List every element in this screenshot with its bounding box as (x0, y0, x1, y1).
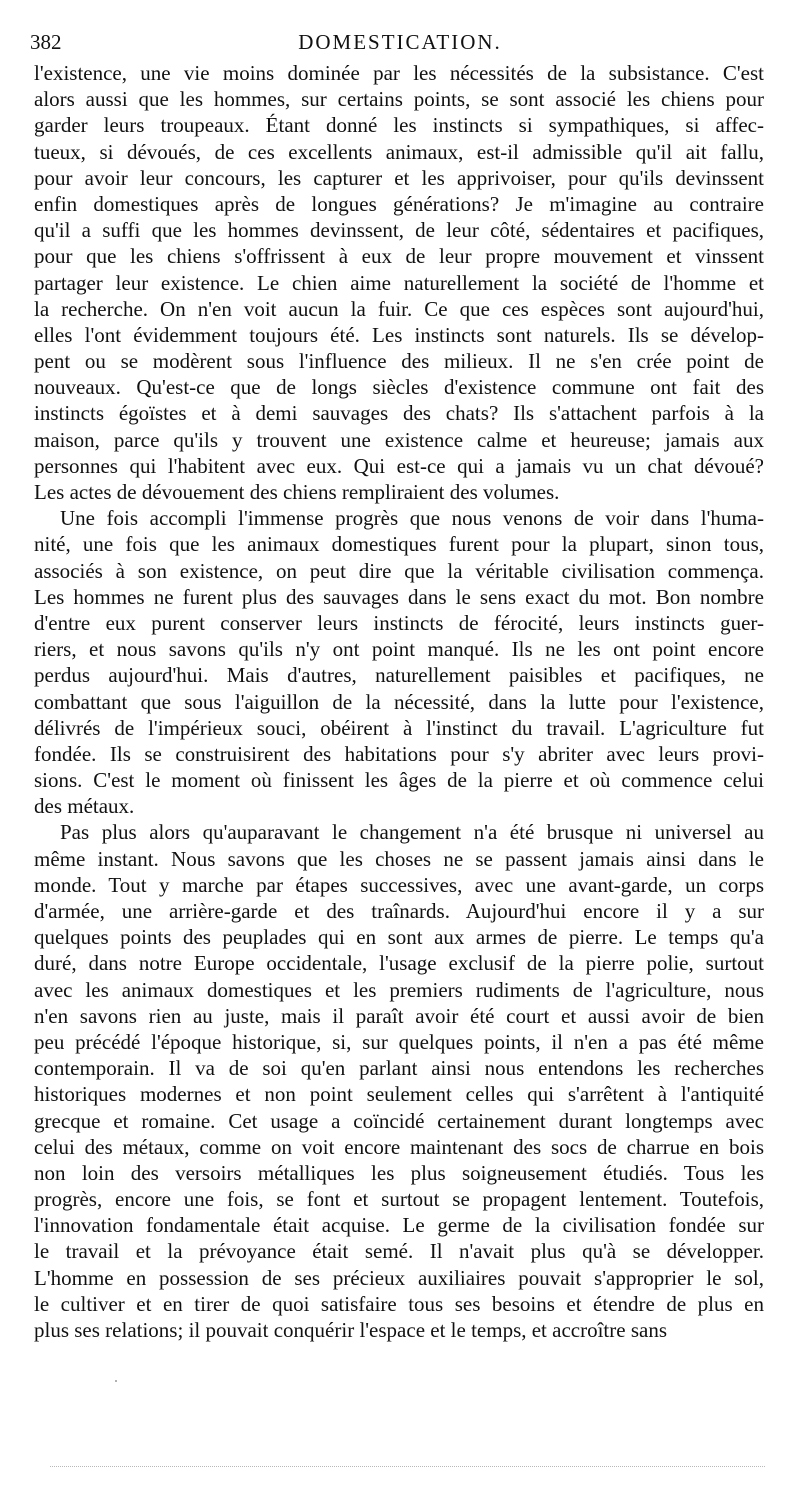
text-line: pour que les chiens s'offrissent à eux de leur propre mouvement et vinssent (34, 244, 764, 269)
text-line: Les hommes ne furent plus des sauvages dans le sens exact du mot. Bon nombre (34, 584, 764, 609)
text-line: alors aussi que les hommes, sur certains points, se sont associé les chiens pour (34, 87, 764, 112)
page-header (30, 30, 770, 58)
text-line: celui des métaux, comme on voit encore maintenant des socs de charrue en bois (34, 1134, 764, 1159)
body-text (34, 60, 764, 1343)
text-line: délivrés de l'impérieux souci, obéirent à l'instinct du travail. L'agriculture fut (34, 715, 764, 740)
text-line: maison, parce qu'ils y trouvent une existence calme et heureuse; jamais aux (34, 427, 764, 452)
text-line: garder leurs troupeaux. Étant donné les instincts si sympathiques, si affec- (34, 113, 764, 138)
text-line: qu'il a suffi que les hommes devinssent, de leur côté, sédentaires et pacifiques, (34, 218, 764, 243)
text-line: le cultiver et en tirer de quoi satisfaire tous ses besoins et étendre de plus en (34, 1291, 764, 1316)
text-line: Une fois accompli l'immense progrès que nous venons de voir dans l'huma- (60, 506, 764, 531)
text-line: nité, une fois que les animaux domestiques furent pour la plupart, sinon tous, (34, 532, 764, 557)
text-line: combattant que sous l'aiguillon de la nécessité, dans la lutte pour l'existence, (34, 689, 764, 714)
text-line: fondée. Ils se construisirent des habitations pour s'y abriter avec leurs provi- (34, 741, 764, 766)
text-line: monde. Tout y marche par étapes successives, avec une avant-garde, un corps (34, 872, 764, 897)
text-line: perdus aujourd'hui. Mais d'autres, naturellement paisibles et pacifiques, ne (34, 663, 764, 688)
text-line: l'existence, une vie moins dominée par les nécessités de la subsistance. C'est (34, 61, 764, 85)
text-line: la recherche. On n'en voit aucun la fuir. Ce que ces espèces sont aujourd'hui, (34, 296, 764, 321)
text-line: avec les animaux domestiques et les premiers rudiments de l'agriculture, nous (34, 977, 764, 1002)
text-line: l'innovation fondamentale était acquise. Le germe de la civilisation fondée sur (34, 1213, 764, 1238)
text-line: même instant. Nous savons que les choses ne se passent jamais ainsi dans le (34, 846, 764, 871)
text-line: pour avoir leur concours, les capturer et les apprivoiser, pour qu'ils devinssent (34, 165, 764, 190)
text-line: Pas plus alors qu'auparavant le changement n'a été brusque ni universel au (60, 820, 764, 845)
text-line: partager leur existence. Le chien aime naturellement la société de l'homme et (34, 270, 764, 295)
text-line: personnes qui l'habitent avec eux. Qui est-ce qui a jamais vu un chat dévoué? (34, 453, 764, 478)
text-line: progrès, encore une fois, se font et surtout se propagent lentement. Toutefois, (34, 1187, 764, 1212)
text-line: sions. C'est le moment où finissent les âges de la pierre et où commence celui (34, 768, 764, 793)
paragraph (34, 505, 764, 819)
text-line: non loin des versoirs métalliques les plus soigneusement étudiés. Tous les (34, 1160, 764, 1185)
text-line: peu précédé l'époque historique, si, sur quelques points, il n'en a pas été même (34, 1029, 764, 1054)
running-title: DOMESTICATION. (298, 30, 502, 54)
text-line: nouveaux. Qu'est-ce que de longs siècles d'existence commune ont fait des (34, 375, 764, 400)
text-line: associés à son existence, on peut dire que la véritable civilisation commença. (34, 558, 764, 583)
text-line: n'en savons rien au juste, mais il paraît avoir été court et aussi avoir de bien (34, 1003, 764, 1028)
text-line: tueux, si dévoués, de ces excellents animaux, est-il admissible qu'il ait fallu, (34, 139, 764, 164)
print-speck (115, 1380, 117, 1382)
text-line: historiques modernes et non point seulement celles qui s'arrêtent à l'antiquité (34, 1082, 764, 1107)
text-line: contemporain. Il va de soi qu'en parlant ainsi nous entendons les recherches (34, 1056, 764, 1081)
text-line: d'armée, une arrière-garde et des traînards. Aujourd'hui encore il y a sur (34, 899, 764, 923)
text-line: duré, dans notre Europe occidentale, l'usage exclusif de la pierre polie, surtout (34, 951, 764, 976)
text-line: riers, et nous savons qu'ils n'y ont point manqué. Ils ne les ont point encore (34, 637, 764, 662)
text-line: des métaux. (34, 794, 135, 819)
text-line: pent ou se modèrent sous l'influence des milieux. Il ne s'en crée point de (34, 349, 764, 374)
page-number: 382 (30, 30, 62, 54)
paragraph (34, 60, 764, 505)
text-line: instincts égoïstes et à demi sauvages des chats? Ils s'attachent parfois à la (34, 401, 764, 426)
text-line: Les actes de dévouement des chiens rempliraient des volumes. (34, 480, 560, 504)
text-line: elles l'ont évidemment toujours été. Les instincts sont naturels. Ils se dévelop- (34, 322, 764, 347)
text-line: le travail et la prévoyance était semé. Il n'avait plus qu'à se développer. (34, 1239, 764, 1264)
text-line: d'entre eux purent conserver leurs instincts de férocité, leurs instincts guer- (34, 610, 764, 635)
text-line: plus ses relations; il pouvait conquérir l'espace et le temps, et accroître sans (34, 1318, 667, 1342)
text-line: grecque et romaine. Cet usage a coïncidé certainement durant longtemps avec (34, 1108, 764, 1133)
paragraph (34, 819, 764, 1343)
text-line: L'homme en possession de ses précieux auxiliaires pouvait s'approprier le sol, (34, 1265, 764, 1290)
text-line: enfin domestiques après de longues générations? Je m'imagine au contraire (34, 191, 764, 216)
text-line: quelques points des peuplades qui en sont aux armes de pierre. Le temps qu'a (34, 925, 764, 950)
footer-rule (50, 1466, 765, 1467)
